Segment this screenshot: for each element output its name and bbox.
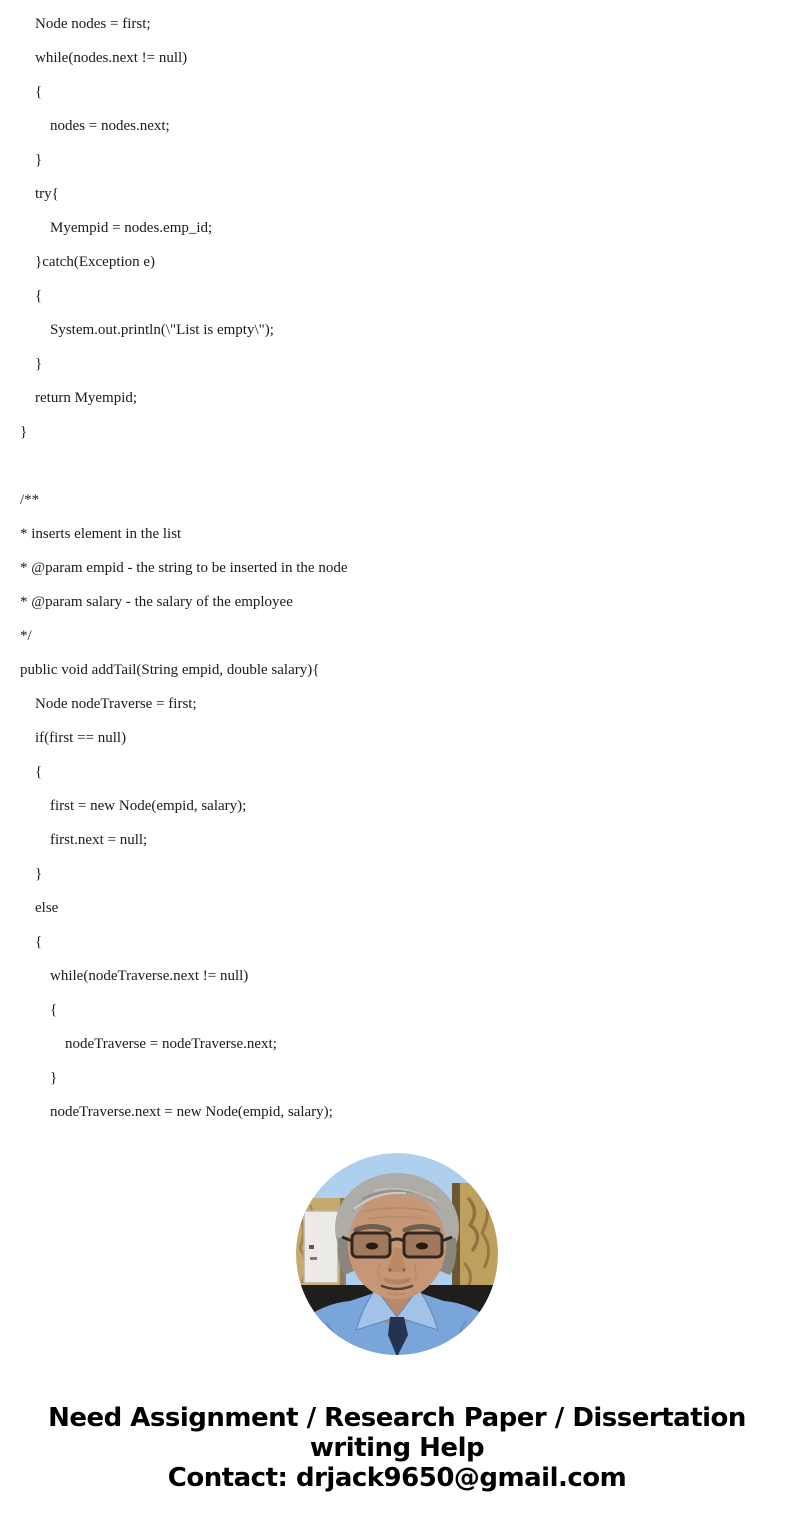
code-line: nodeTraverse.next = new Node(empid, salary); (20, 1104, 333, 1120)
profile-photo-container (0, 1153, 794, 1355)
code-line: } (20, 356, 43, 372)
code-line: return Myempid; (20, 390, 138, 406)
footer-heading-line2: writing Help (309, 1433, 485, 1463)
footer-heading-line1: Need Assignment / Research Paper / Dissertation (48, 1403, 746, 1433)
code-line: { (20, 1002, 58, 1018)
code-line: first.next = null; (20, 832, 148, 848)
code-line: } (20, 1070, 58, 1086)
code-line: { (20, 934, 43, 950)
code-line: public void addTail(String empid, double salary){ (20, 662, 320, 678)
code-line: }catch(Exception e) (20, 254, 156, 270)
code-line: */ (20, 628, 32, 644)
code-line: } (20, 866, 43, 882)
code-line: while(nodeTraverse.next != null) (20, 968, 249, 984)
footer-ad (0, 1403, 794, 1493)
code-line: first = new Node(empid, salary); (20, 798, 247, 814)
footer-contact-email: Contact: drjack9650@gmail.com (167, 1463, 627, 1493)
code-line: try{ (20, 186, 59, 202)
code-line: /** (20, 492, 40, 508)
code-line: nodeTraverse = nodeTraverse.next; (20, 1036, 277, 1052)
code-line: nodes = nodes.next; (20, 118, 170, 134)
code-line: { (20, 288, 43, 304)
code-line: Node nodes = first; (20, 16, 151, 32)
code-line: System.out.println(\"List is empty\"); (20, 322, 274, 338)
code-line: * @param salary - the salary of the employee (20, 594, 293, 610)
code-line: while(nodes.next != null) (20, 50, 188, 66)
code-line: * @param empid - the string to be inserted in the node (20, 560, 348, 576)
code-line: } (20, 424, 28, 440)
profile-photo (296, 1153, 498, 1355)
code-line: } (20, 152, 43, 168)
code-line: * inserts element in the list (20, 526, 182, 542)
code-line: { (20, 764, 43, 780)
code-line: else (20, 900, 59, 916)
code-line: Myempid = nodes.emp_id; (20, 220, 213, 236)
code-line: { (20, 84, 43, 100)
code-line: Node nodeTraverse = first; (20, 696, 197, 712)
code-line: if(first == null) (20, 730, 127, 746)
code-line-blank (20, 449, 794, 483)
